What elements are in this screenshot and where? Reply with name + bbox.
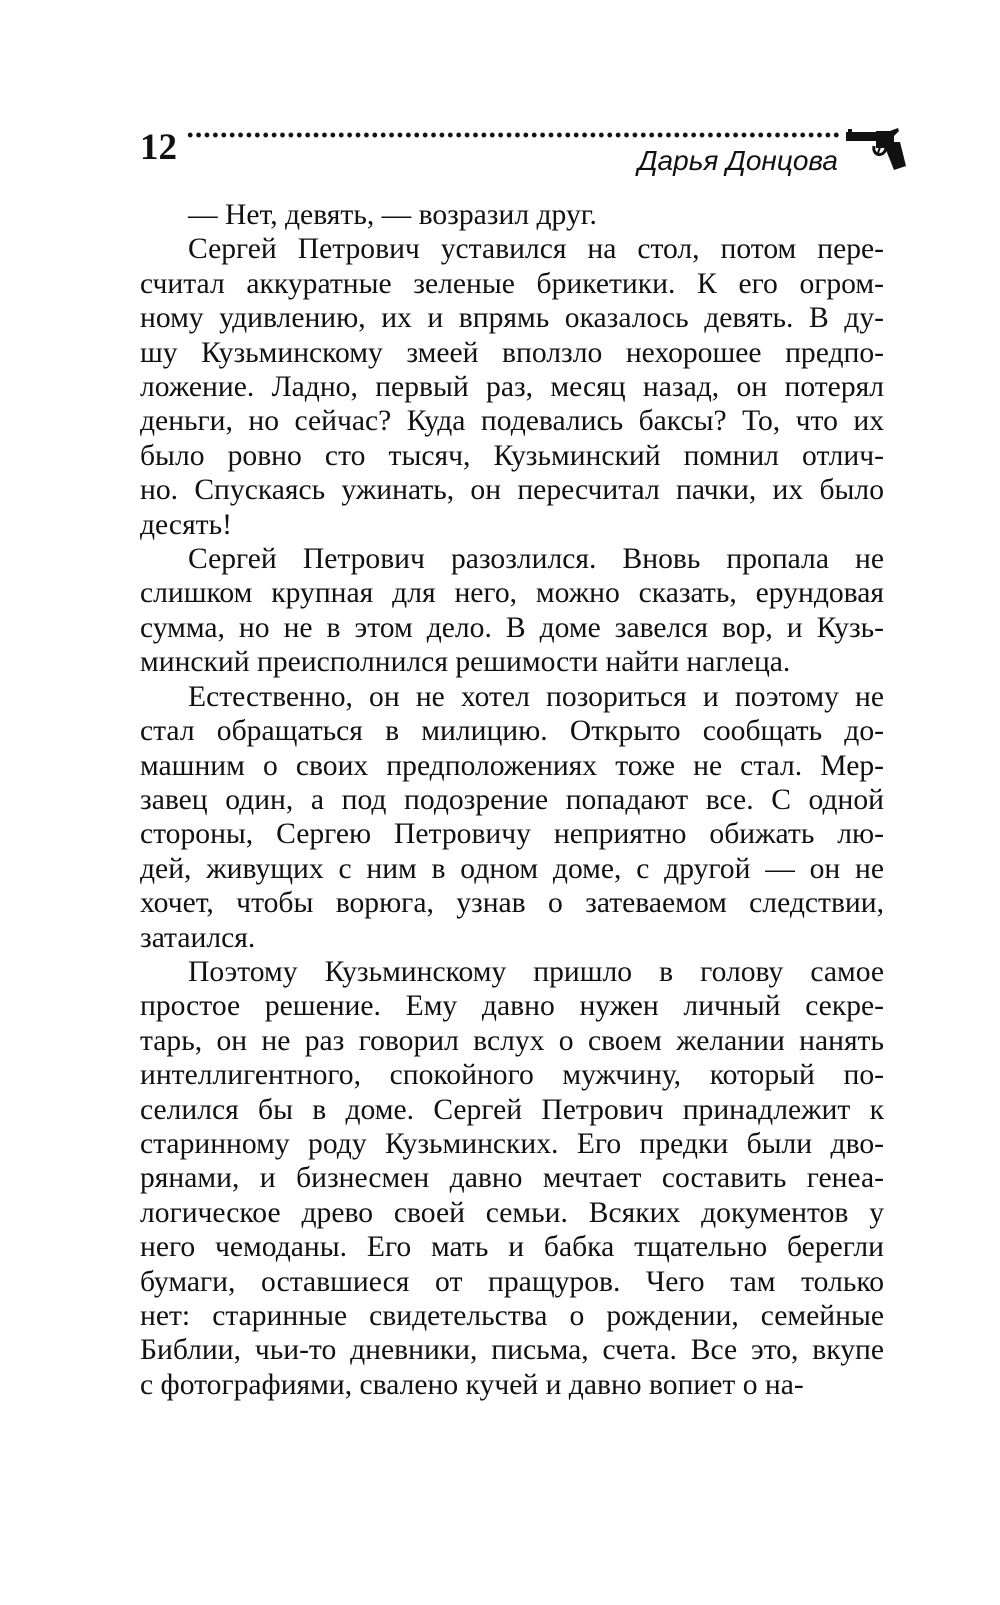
revolver-icon — [846, 128, 906, 170]
text-line: с фотографиями, свалено кучей и давно вопиет о на- — [140, 1368, 804, 1401]
text-line: тарь, он не раз говорил вслух о своем желании нанять — [140, 1024, 884, 1057]
text-line: десять! — [140, 508, 232, 541]
text-line: дей, живущих с ним в одном доме, с другой — он не — [140, 852, 884, 885]
text-line: Библии, чьи-то дневники, письма, счета. Все это, вкупе — [140, 1334, 884, 1367]
page-header — [0, 0, 1000, 200]
dotted-leader — [186, 130, 840, 140]
text-line: рянами, и бизнесмен давно мечтает составить генеа- — [140, 1162, 884, 1195]
text-line: затаился. — [140, 921, 256, 954]
text-line: хочет, чтобы ворюга, узнав о затеваемом следствии, — [140, 887, 884, 920]
text-line: было ровно сто тысяч, Кузьминский помнил отлич- — [140, 439, 884, 472]
text-line: Сергей Петрович разозлился. Вновь пропала не — [188, 543, 884, 576]
text-line: шу Кузьминскому змеей вползло нехорошее предпо- — [140, 336, 884, 369]
paragraph — [140, 680, 884, 955]
text-line: логическое древо своей семьи. Всяких документов у — [140, 1196, 884, 1229]
text-line: — Нет, девять, — возразил друг. — [188, 199, 597, 231]
text-line: Естественно, он не хотел позориться и поэтому не — [188, 680, 884, 713]
text-line: стороны, Сергею Петровичу неприятно обижать лю- — [140, 818, 884, 851]
text-line: завец один, а под подозрение попадают все. С одной — [140, 783, 884, 816]
text-line: но. Спускаясь ужинать, он пересчитал пачки, их было — [140, 474, 884, 507]
body-text — [140, 198, 884, 1402]
text-line: считал аккуратные зеленые брикетики. К его огром- — [140, 267, 884, 300]
text-line: машним о своих предположениях тоже не стал. Мер- — [140, 749, 884, 782]
text-line: него чемоданы. Его мать и бабка тщательно берегли — [140, 1231, 884, 1264]
text-line: старинному роду Кузьминских. Его предки были дво- — [140, 1127, 884, 1160]
text-line: Поэтому Кузьминскому пришло в голову самое — [188, 955, 884, 988]
text-line: нет: старинные свидетельства о рождении, семейные — [140, 1300, 884, 1332]
page-number: 12 — [140, 127, 177, 168]
text-line: слишком крупная для него, можно сказать, ерундовая — [140, 577, 884, 610]
text-line: стал обращаться в милицию. Открыто сообщать до- — [140, 715, 884, 748]
paragraph — [140, 955, 884, 1402]
paragraph — [140, 232, 884, 542]
text-line: бумаги, оставшиеся от пращуров. Чего там только — [140, 1265, 884, 1298]
text-line: селился бы в доме. Сергей Петрович принадлежит к — [140, 1093, 884, 1126]
paragraph — [140, 542, 884, 680]
text-line: ложение. Ладно, первый раз, месяц назад, он потерял — [140, 371, 884, 404]
text-line: сумма, но не в этом дело. В доме завелся вор, и Кузь- — [140, 611, 884, 644]
text-line: Сергей Петрович уставился на стол, потом пере- — [188, 233, 884, 266]
running-head-author: Дарья Донцова — [637, 145, 838, 176]
text-line: простое решение. Ему давно нужен личный секре- — [140, 990, 884, 1023]
paragraph — [140, 198, 884, 232]
text-line: ному удивлению, их и впрямь оказалось девять. В ду- — [140, 302, 884, 335]
text-line: минский преисполнился решимости найти наглеца. — [140, 646, 791, 679]
text-line: интеллигентного, спокойного мужчину, который по- — [140, 1059, 884, 1092]
text-line: деньги, но сейчас? Куда подевались баксы? То, что их — [140, 405, 884, 438]
